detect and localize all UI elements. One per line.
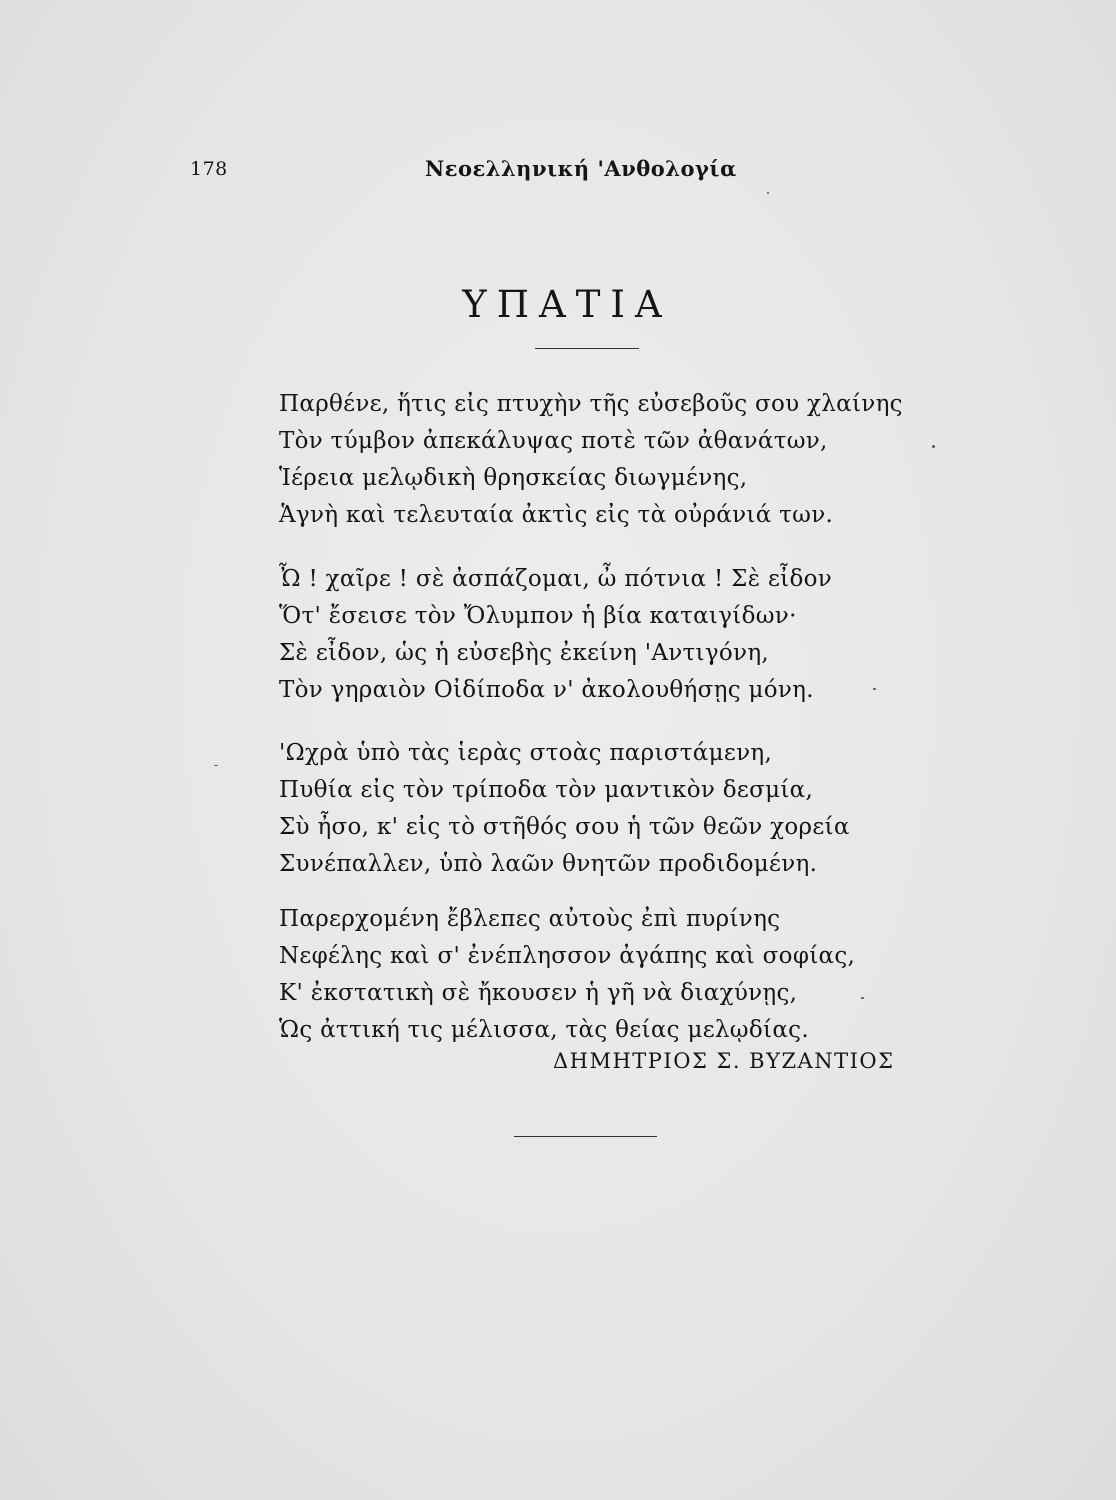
paper-speck xyxy=(861,997,864,999)
poem-line: Ὡς ἀττική τις μέλισσα, τὰς θείας μελῳδίας. xyxy=(279,1017,809,1043)
poem-line: Ὦ ! χαῖρε ! σὲ ἀσπάζομαι, ὦ πότνια ! Σὲ εἶδον xyxy=(279,566,833,592)
poem-title: ΥΠΑΤΙΑ xyxy=(462,283,672,326)
poem-line: Πυθία εἰς τὸν τρίποδα τὸν μαντικὸν δεσμία, xyxy=(279,777,814,803)
stanza-4 xyxy=(279,901,979,1049)
poem-line: Ὅτ' ἔσεισε τὸν Ὄλυμπον ἡ βία καταιγίδων· xyxy=(279,603,797,629)
poem-line: Παρθένε, ἥτις εἰς πτυχὴν τῆς εὐσεβοῦς σου χλαίνης xyxy=(279,391,903,417)
poem-line: Τὸν τύμβον ἀπεκάλυψας ποτὲ τῶν ἀθανάτων, xyxy=(279,428,828,454)
poem-line: Κ' ἐκστατικὴ σὲ ἤκουσεν ἡ γῆ νὰ διαχύνῃς, xyxy=(279,980,798,1006)
end-divider xyxy=(514,1136,657,1137)
poem-line: 'Ωχρὰ ὑπὸ τὰς ἱερὰς στοὰς παριστάμενη, xyxy=(279,740,773,766)
paper-speck xyxy=(214,765,218,766)
poem-line: Νεφέλης καὶ σ' ἐνέπλησσον ἀγάπης καὶ σοφίας, xyxy=(279,943,856,969)
paper-speck xyxy=(873,688,876,690)
poem-line: Συνέπαλλεν, ὑπὸ λαῶν θνητῶν προδιδομένη. xyxy=(279,851,818,877)
stanza-1 xyxy=(279,386,979,534)
stanza-3 xyxy=(279,735,979,883)
title-divider xyxy=(535,348,639,349)
stanza-2 xyxy=(279,561,979,709)
poem-line: Τὸν γηραιὸν Οἰδίποδα ν' ἀκολουθήσῃς μόνη. xyxy=(279,677,814,703)
running-title: Νεοελληνική 'Ανθολογία xyxy=(425,156,737,181)
author-signature: ΔΗΜΗΤΡΙΟΣ Σ. ΒΥΖΑΝΤΙΟΣ xyxy=(553,1049,895,1073)
paper-speck xyxy=(932,445,935,448)
paper-speck xyxy=(767,192,769,194)
poem-line: Παρερχομένη ἔβλεπες αὐτοὺς ἐπὶ πυρίνης xyxy=(279,906,781,932)
page-number: 178 xyxy=(190,158,228,180)
poem-line: Ἱέρεια μελῳδικὴ θρησκείας διωγμένης, xyxy=(279,465,748,491)
poem-line: Σὺ ἦσο, κ' εἰς τὸ στῆθός σου ἡ τῶν θεῶν χορεία xyxy=(279,814,850,840)
poem-line: Ἁγνὴ καὶ τελευταία ἀκτὶς εἰς τὰ οὐράνιά των. xyxy=(279,502,834,528)
poem-line: Σὲ εἶδον, ὡς ἡ εὐσεβὴς ἐκείνη 'Αντιγόνη, xyxy=(279,640,770,666)
